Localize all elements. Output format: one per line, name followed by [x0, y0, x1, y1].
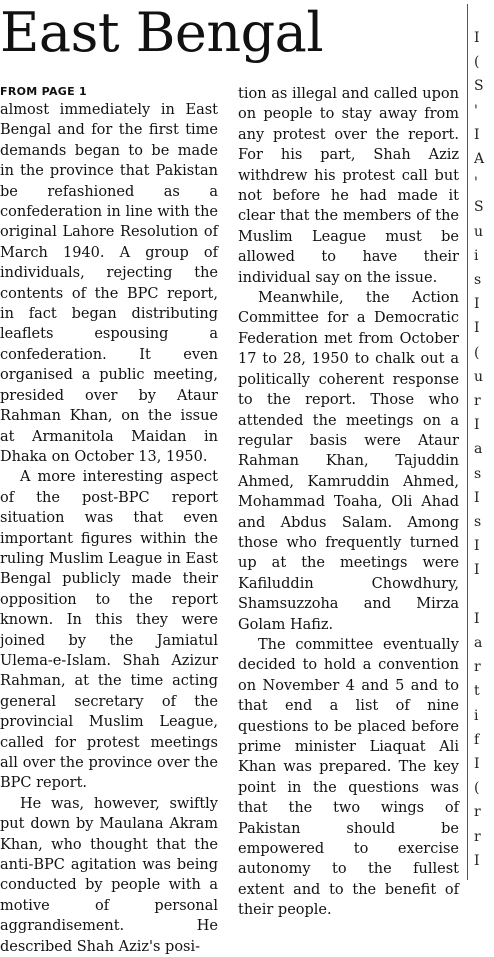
adjacent-column-glyph: I [474, 852, 480, 869]
headline: East Bengal [0, 1, 324, 64]
article-column-2 [238, 84, 459, 921]
adjacent-column-glyph: S [474, 78, 484, 95]
adjacent-column-glyph: I [474, 417, 480, 434]
adjacent-column-glyph: f [474, 731, 480, 748]
paragraph-2: A more interesting aspect of the post-BPC report situation was that even important figures within the ruling Muslim League in East Bengal publicly made their opposition to the report known. In this they were joined by the Jamiatul Ulema-e-Islam. Shah Azizur Rahman, at the time acting general secretary of the provincial Muslim League, called for protest meetings all over the province over the BPC report. [0, 469, 218, 792]
adjacent-column-glyph: I [474, 610, 480, 627]
adjacent-column-glyph: I [474, 126, 480, 143]
adjacent-column-glyph: I [474, 538, 480, 555]
adjacent-column-glyph: s [474, 514, 482, 530]
adjacent-column-glyph: I [474, 296, 480, 313]
adjacent-column-glyph: i [474, 247, 479, 264]
kicker-from-page-1: FROM PAGE 1 [0, 85, 88, 98]
paragraph-3-part-2: tion as illegal and called upon on people to stay away from any protest over the report. For his part, Shah Aziz withdrew his protest call but not before he had made it clear that the members of the Muslim League must be allowed to have their individual say on the issue. [238, 86, 459, 286]
adjacent-column-glyph: S [474, 199, 484, 216]
adjacent-column-glyph: I [474, 489, 480, 506]
adjacent-column-glyph: ( [474, 780, 480, 797]
adjacent-column-glyph: ( [474, 54, 480, 71]
adjacent-column-glyph: a [474, 441, 483, 458]
adjacent-column-glyph: ' [474, 175, 478, 192]
adjacent-column-glyph: ' [474, 102, 478, 119]
adjacent-column-glyph: r [474, 804, 481, 821]
adjacent-column-glyph: s [474, 465, 482, 482]
adjacent-column-glyph: r [474, 393, 481, 409]
paragraph-1: almost immediately in East Bengal and for the first time demands began to be made in the province that Pakistan be refashioned as a confederation in line with the original Lahore Resolution of March 1940. A group of individuals, rejecting the contents of the BPC report, in fact began distributing leaflets espousing a confederation. It even organised a public meeting, presided over by Ataur Rahman Khan, on the issue at Armanitola Maidan in Dhaka on October 13, 1950. [0, 102, 218, 465]
paragraph-3-part-1: He was, however, swiftly put down by Maulana Akram Khan, who thought that the anti-BPC agitation was being conducted by people with a motive of personal aggrandisement. He described Shah Aziz's posi- [0, 795, 218, 955]
adjacent-column-glyph: s [474, 272, 482, 288]
article-column-1 [0, 84, 218, 957]
adjacent-column-glyph: t [474, 683, 480, 700]
adjacent-column-glyph: r [474, 659, 481, 676]
adjacent-column-glyph: I [474, 30, 480, 46]
adjacent-column-glyph: I [474, 562, 480, 579]
adjacent-column-glyph: A [474, 151, 485, 167]
adjacent-column-cropped [474, 0, 494, 884]
adjacent-column-glyph: u [474, 368, 484, 385]
adjacent-column-glyph: i [474, 707, 479, 724]
adjacent-column-glyph: u [474, 223, 484, 240]
adjacent-column-glyph: a [474, 635, 483, 651]
adjacent-column-glyph: I [474, 320, 480, 337]
adjacent-column-glyph: I [474, 756, 480, 772]
paragraph-5: The committee eventually decided to hold a convention on November 4 and 5 and to that end a list of nine questions to be placed before prime minister Liaquat Ali Khan was prepared. The key point in the questions was that the two wings of Pakistan should be empowered to exercise autonomy to the fullest extent and to the benefit of their people. [238, 636, 459, 919]
paragraph-4: Meanwhile, the Action Committee for a Democratic Federation met from October 17 to 28, 1950 to chalk out a politically coherent response to the report. Those who attended the meetings on a regular basis were Ataur Rahman Khan, Tajuddin Ahmed, Kamruddin Ahmed, Mohammad Toaha, Oli Ahad and Abdus Salam. Among those who frequently turned up at the meetings were Kafiluddin Chowdhury, Shamsuzzoha and Mirza Golam Hafiz. [238, 290, 459, 633]
adjacent-column-glyph: r [474, 828, 481, 845]
adjacent-column-glyph: ( [474, 344, 480, 361]
column-rule [467, 4, 468, 880]
